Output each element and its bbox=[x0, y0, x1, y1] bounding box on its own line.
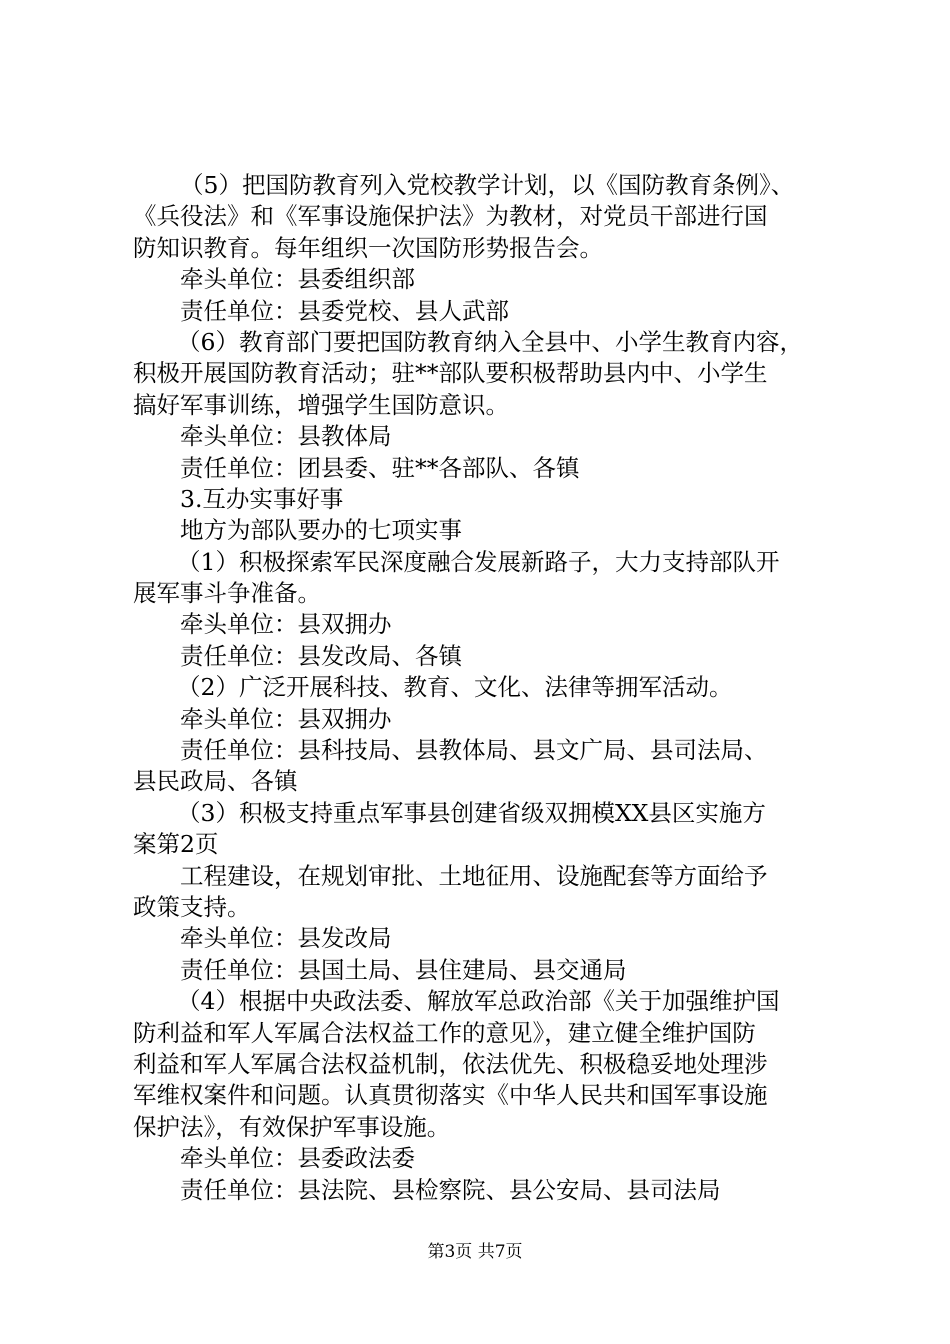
text-line: 责任单位：县科技局、县教体局、县文广局、县司法局、 bbox=[180, 736, 768, 765]
text-line: 案第2页 bbox=[133, 830, 219, 859]
text-line: （5）把国防教育列入党校教学计划，以《国防教育条例》、 bbox=[180, 171, 795, 199]
text-line: 牵头单位：县教体局 bbox=[180, 422, 392, 451]
text-line: 3.互办实事好事 bbox=[180, 484, 344, 513]
text-line: 县民政局、各镇 bbox=[133, 767, 298, 796]
text-line: 责任单位：团县委、驻**各部队、各镇 bbox=[180, 453, 580, 482]
text-line: 责任单位：县国土局、县住建局、县交通局 bbox=[180, 955, 627, 984]
text-line: 责任单位：县发改局、各镇 bbox=[180, 641, 462, 670]
text-line: 利益和军人军属合法权益机制，依法优先、积极稳妥地处理涉 bbox=[133, 1049, 768, 1078]
page-footer: 第3页 共7页 bbox=[427, 1242, 523, 1262]
text-line: （3）积极支持重点军事县创建省级双拥模XX县区实施方 bbox=[177, 798, 766, 827]
text-line: 牵头单位：县发改局 bbox=[180, 924, 392, 953]
text-line: 防利益和军人军属合法权益工作的意见》，建立健全维护国防 bbox=[133, 1018, 756, 1047]
text-line: 《兵役法》和《军事设施保护法》为教材，对党员干部进行国 bbox=[133, 202, 768, 231]
text-line: 积极开展国防教育活动；驻**部队要积极帮助县内中、小学生 bbox=[133, 359, 768, 388]
text-line: 责任单位：县法院、县检察院、县公安局、县司法局 bbox=[180, 1175, 721, 1204]
text-line: 展军事斗争准备。 bbox=[133, 579, 321, 608]
text-line: 牵头单位：县双拥办 bbox=[180, 704, 392, 733]
text-line: 牵头单位：县委组织部 bbox=[180, 265, 415, 294]
text-line: 军维权案件和问题。认真贯彻落实《中华人民共和国军事设施 bbox=[133, 1081, 768, 1110]
text-line: 牵头单位：县双拥办 bbox=[180, 610, 392, 639]
text-line: 防知识教育。每年组织一次国防形势报告会。 bbox=[133, 233, 603, 262]
text-line: （6）教育部门要把国防教育纳入全县中、小学生教育内容， bbox=[177, 327, 803, 356]
text-line: 地方为部队要办的七项实事 bbox=[180, 516, 462, 545]
text-line: 工程建设，在规划审批、土地征用、设施配套等方面给予 bbox=[180, 861, 768, 890]
text-line: （2）广泛开展科技、教育、文化、法律等拥军活动。 bbox=[177, 673, 733, 702]
text-line: 保护法》，有效保护军事设施。 bbox=[133, 1112, 451, 1141]
document-body bbox=[133, 170, 833, 1206]
text-line: （1）积极探索军民深度融合发展新路子，大力支持部队开 bbox=[177, 547, 780, 576]
text-line: 政策支持。 bbox=[133, 892, 251, 921]
text-line: 搞好军事训练，增强学生国防意识。 bbox=[133, 390, 509, 419]
text-line: 牵头单位：县委政法委 bbox=[180, 1144, 415, 1173]
text-line: （4）根据中央政法委、解放军总政治部《关于加强维护国 bbox=[177, 987, 780, 1016]
text-line: 责任单位：县委党校、县人武部 bbox=[180, 296, 509, 325]
